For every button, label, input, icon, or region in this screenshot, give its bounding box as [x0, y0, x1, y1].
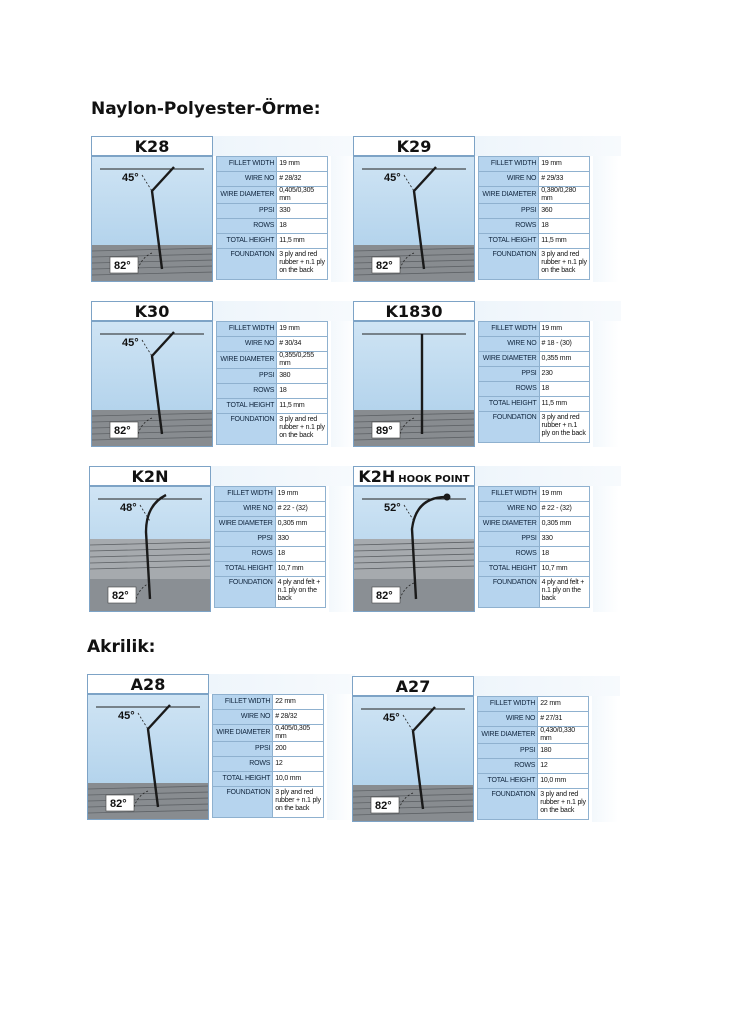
spec-value: 11,5 mm: [539, 234, 590, 249]
spec-label: WIRE NO: [215, 502, 276, 517]
header-fill: [475, 466, 621, 486]
spec-value: 18: [277, 384, 328, 399]
spec-label: WIRE NO: [217, 172, 277, 187]
spec-label: ROWS: [479, 382, 540, 397]
spec-label: PPSI: [479, 204, 539, 219]
spec-row-fillet-width: [217, 157, 328, 172]
spec-label: TOTAL HEIGHT: [479, 562, 540, 577]
spec-row-total-height: [479, 397, 590, 412]
spec-row-total-height: [479, 562, 590, 577]
spec-row-wire-no: [479, 172, 590, 187]
spec-label: ROWS: [217, 219, 277, 234]
product-card-k29: [353, 136, 621, 284]
spec-row-foundation: [215, 577, 326, 608]
spec-value: 18: [539, 547, 589, 562]
spec-row-wire-diameter: [213, 725, 324, 742]
spec-table: [478, 486, 590, 608]
spec-value: 380: [277, 369, 328, 384]
spec-value: 22 mm: [538, 697, 589, 712]
spec-label: FILLET WIDTH: [217, 157, 277, 172]
spec-side-fill: [329, 486, 355, 612]
spec-label: FOUNDATION: [479, 412, 540, 443]
spec-row-wire-no: [213, 710, 324, 725]
spec-row-wire-diameter: [217, 352, 328, 369]
spec-row-foundation: [478, 789, 589, 820]
spec-value: # 28/32: [277, 172, 328, 187]
spec-row-fillet-width: [217, 322, 328, 337]
diagram-panel: [352, 696, 474, 822]
product-code-header: [353, 301, 475, 321]
product-code: K28: [134, 137, 170, 156]
spec-value: 0,405/0,305 mm: [273, 725, 324, 742]
header-fill: [213, 136, 359, 156]
top-angle-label: 45°: [383, 712, 400, 724]
spec-label: ROWS: [479, 547, 540, 562]
spec-label: FOUNDATION: [217, 414, 277, 445]
spec-row-wire-diameter: [479, 352, 590, 367]
product-code: A27: [395, 677, 431, 696]
spec-value: 10,0 mm: [273, 772, 324, 787]
spec-row-rows: [479, 547, 590, 562]
spec-label: FOUNDATION: [479, 577, 540, 608]
spec-label: FILLET WIDTH: [217, 322, 277, 337]
spec-value: 19 mm: [277, 157, 328, 172]
base-angle-label: 82°: [112, 590, 129, 602]
spec-value: 3 ply and red rubber + n.1 ply on the back: [273, 787, 324, 818]
spec-value: 0,305 mm: [539, 517, 589, 532]
spec-label: ROWS: [213, 757, 273, 772]
spec-value: 200: [273, 742, 324, 757]
spec-row-fillet-width: [479, 157, 590, 172]
product-code: K2N: [131, 467, 169, 486]
spec-value: 4 ply and felt + n.1 ply on the back: [275, 577, 325, 608]
spec-value: 3 ply and red rubber + n.1 ply on the back: [539, 412, 589, 443]
spec-value: 11,5 mm: [277, 399, 328, 414]
spec-value: 19 mm: [539, 157, 590, 172]
spec-label: PPSI: [478, 744, 538, 759]
diagram-panel: [91, 156, 213, 282]
product-code-header: [87, 674, 209, 694]
base-angle-label: 89°: [376, 425, 393, 437]
spec-label: PPSI: [215, 532, 276, 547]
product-code-header: [353, 466, 475, 486]
spec-value: 4 ply and felt + n.1 ply on the back: [539, 577, 589, 608]
spec-label: TOTAL HEIGHT: [215, 562, 276, 577]
spec-label: ROWS: [479, 219, 539, 234]
spec-value: 12: [273, 757, 324, 772]
base-angle-label: 82°: [375, 800, 392, 812]
spec-label: ROWS: [217, 384, 277, 399]
spec-value: 180: [538, 744, 589, 759]
top-angle-label: 45°: [118, 710, 135, 722]
spec-label: FOUNDATION: [479, 249, 539, 280]
spec-value: 230: [539, 367, 589, 382]
spec-side-fill: [327, 694, 353, 820]
wire-profile-diagram: [92, 322, 213, 447]
spec-row-wire-diameter: [215, 517, 326, 532]
section-title-nylon: Naylon-Polyester-Örme:: [91, 99, 321, 119]
spec-row-total-height: [217, 234, 328, 249]
spec-value: # 29/33: [539, 172, 590, 187]
product-card-a27: [352, 676, 620, 824]
spec-label: TOTAL HEIGHT: [479, 397, 540, 412]
header-fill: [213, 301, 359, 321]
spec-row-rows: [479, 382, 590, 397]
top-angle-label: 45°: [122, 172, 139, 184]
spec-row-foundation: [479, 412, 590, 443]
spec-label: WIRE DIAMETER: [479, 352, 540, 367]
spec-row-rows: [213, 757, 324, 772]
spec-row-ppsi: [479, 204, 590, 219]
spec-value: 18: [539, 382, 589, 397]
spec-value: 3 ply and red rubber + n.1 ply on the back: [539, 249, 590, 280]
spec-label: WIRE DIAMETER: [479, 517, 540, 532]
spec-row-rows: [478, 759, 589, 774]
product-code: K30: [134, 302, 170, 321]
spec-value: # 22 - (32): [275, 502, 325, 517]
spec-value: 0,355 mm: [539, 352, 589, 367]
product-card-k28: [91, 136, 359, 284]
product-code: K1830: [385, 302, 443, 321]
wire-profile-diagram: [353, 697, 474, 822]
wire-profile-diagram: [90, 487, 211, 612]
spec-label: TOTAL HEIGHT: [479, 234, 539, 249]
spec-value: 19 mm: [277, 322, 328, 337]
spec-label: WIRE NO: [478, 712, 538, 727]
spec-value: 0,355/0,255 mm: [277, 352, 328, 369]
spec-label: WIRE DIAMETER: [217, 187, 277, 204]
top-angle-label: 52°: [384, 502, 401, 514]
spec-row-ppsi: [479, 532, 590, 547]
product-code: K29: [396, 137, 432, 156]
spec-row-wire-no: [217, 172, 328, 187]
spec-value: # 18 - (30): [539, 337, 589, 352]
spec-row-ppsi: [217, 369, 328, 384]
spec-row-wire-no: [479, 337, 590, 352]
spec-label: PPSI: [217, 204, 277, 219]
spec-row-rows: [217, 384, 328, 399]
spec-label: FOUNDATION: [213, 787, 273, 818]
spec-row-foundation: [217, 414, 328, 445]
top-angle-label: 45°: [384, 172, 401, 184]
header-fill: [475, 136, 621, 156]
spec-row-foundation: [479, 577, 590, 608]
spec-row-total-height: [479, 234, 590, 249]
spec-value: 330: [275, 532, 325, 547]
spec-value: 0,380/0,280 mm: [539, 187, 590, 204]
spec-row-fillet-width: [215, 487, 326, 502]
spec-row-foundation: [479, 249, 590, 280]
spec-label: FILLET WIDTH: [479, 157, 539, 172]
spec-label: FILLET WIDTH: [478, 697, 538, 712]
spec-row-fillet-width: [478, 697, 589, 712]
spec-value: 18: [539, 219, 590, 234]
spec-label: WIRE DIAMETER: [215, 517, 276, 532]
spec-side-fill: [592, 696, 618, 822]
product-card-k2n: [89, 466, 357, 614]
spec-label: WIRE NO: [479, 172, 539, 187]
spec-row-wire-diameter: [479, 517, 590, 532]
spec-value: 22 mm: [273, 695, 324, 710]
product-card-a28: [87, 674, 355, 822]
spec-value: # 27/31: [538, 712, 589, 727]
diagram-panel: [91, 321, 213, 447]
product-code-header: [353, 136, 475, 156]
spec-value: 10,7 mm: [275, 562, 325, 577]
base-angle-label: 82°: [110, 798, 127, 810]
diagram-panel: [353, 486, 475, 612]
spec-table: [216, 321, 328, 445]
spec-value: 18: [277, 219, 328, 234]
diagram-panel: [353, 156, 475, 282]
spec-label: WIRE DIAMETER: [217, 352, 277, 369]
hook-tip: [444, 494, 451, 501]
spec-table: [478, 321, 590, 443]
spec-row-ppsi: [478, 744, 589, 759]
product-code-header: [352, 676, 474, 696]
spec-label: FILLET WIDTH: [213, 695, 273, 710]
spec-label: TOTAL HEIGHT: [217, 234, 277, 249]
spec-value: 10,0 mm: [538, 774, 589, 789]
spec-value: 330: [539, 532, 589, 547]
product-code: A28: [130, 675, 166, 694]
spec-row-ppsi: [215, 532, 326, 547]
spec-label: ROWS: [478, 759, 538, 774]
spec-label: FOUNDATION: [217, 249, 277, 280]
base-angle-label: 82°: [376, 260, 393, 272]
base-angle-label: 82°: [114, 425, 131, 437]
diagram-panel: [353, 321, 475, 447]
top-angle-label: 45°: [122, 337, 139, 349]
spec-row-wire-diameter: [217, 187, 328, 204]
spec-label: WIRE DIAMETER: [213, 725, 273, 742]
product-subtitle: HOOK POINT: [398, 474, 470, 485]
spec-value: 18: [275, 547, 325, 562]
spec-row-wire-no: [478, 712, 589, 727]
spec-value: 19 mm: [275, 487, 325, 502]
base-angle-label: 82°: [114, 260, 131, 272]
spec-table: [212, 694, 324, 818]
spec-row-wire-no: [217, 337, 328, 352]
spec-value: 19 mm: [539, 487, 589, 502]
spec-row-fillet-width: [213, 695, 324, 710]
spec-row-fillet-width: [479, 487, 590, 502]
product-code-header: [89, 466, 211, 486]
spec-value: 3 ply and red rubber + n.1 ply on the back: [277, 249, 328, 280]
base-angle-label: 82°: [376, 590, 393, 602]
spec-value: 10,7 mm: [539, 562, 589, 577]
spec-label: PPSI: [479, 532, 540, 547]
spec-table: [216, 156, 328, 280]
spec-row-wire-diameter: [478, 727, 589, 744]
spec-row-ppsi: [213, 742, 324, 757]
spec-label: WIRE NO: [217, 337, 277, 352]
spec-row-fillet-width: [479, 322, 590, 337]
spec-label: FILLET WIDTH: [479, 487, 540, 502]
spec-row-total-height: [217, 399, 328, 414]
product-code: K2H: [358, 467, 396, 486]
spec-label: FOUNDATION: [215, 577, 276, 608]
spec-table: [477, 696, 589, 820]
spec-label: TOTAL HEIGHT: [217, 399, 277, 414]
spec-value: # 22 - (32): [539, 502, 589, 517]
spec-row-foundation: [217, 249, 328, 280]
spec-value: 330: [277, 204, 328, 219]
spec-value: # 30/34: [277, 337, 328, 352]
spec-label: WIRE NO: [479, 502, 540, 517]
spec-label: TOTAL HEIGHT: [213, 772, 273, 787]
spec-row-wire-no: [479, 502, 590, 517]
spec-label: TOTAL HEIGHT: [478, 774, 538, 789]
spec-row-rows: [479, 219, 590, 234]
spec-table: [214, 486, 326, 608]
spec-table: [478, 156, 590, 280]
spec-label: PPSI: [217, 369, 277, 384]
top-angle-label: 48°: [120, 502, 137, 514]
spec-side-fill: [593, 321, 619, 447]
header-fill: [474, 676, 620, 696]
product-card-k2h: [353, 466, 621, 614]
spec-row-total-height: [478, 774, 589, 789]
spec-value: 19 mm: [539, 322, 589, 337]
spec-value: 3 ply and red rubber + n.1 ply on the back: [538, 789, 589, 820]
spec-value: 0,305 mm: [275, 517, 325, 532]
spec-label: WIRE NO: [479, 337, 540, 352]
spec-value: 0,405/0,305 mm: [277, 187, 328, 204]
spec-value: 0,430/0,330 mm: [538, 727, 589, 744]
spec-row-rows: [215, 547, 326, 562]
spec-label: WIRE DIAMETER: [478, 727, 538, 744]
spec-row-total-height: [213, 772, 324, 787]
spec-value: # 28/32: [273, 710, 324, 725]
product-card-k1830: [353, 301, 621, 449]
product-code-header: [91, 136, 213, 156]
spec-row-ppsi: [479, 367, 590, 382]
spec-row-wire-diameter: [479, 187, 590, 204]
spec-value: 360: [539, 204, 590, 219]
spec-value: 11,5 mm: [539, 397, 589, 412]
header-fill: [475, 301, 621, 321]
spec-label: ROWS: [215, 547, 276, 562]
product-code-header: [91, 301, 213, 321]
spec-value: 11,5 mm: [277, 234, 328, 249]
spec-side-fill: [593, 156, 619, 282]
spec-label: WIRE NO: [213, 710, 273, 725]
spec-label: PPSI: [479, 367, 540, 382]
spec-row-foundation: [213, 787, 324, 818]
wire-profile-diagram: [88, 695, 209, 820]
wire-profile-diagram: [354, 157, 475, 282]
diagram-panel: [89, 486, 211, 612]
wire-profile-diagram: [92, 157, 213, 282]
spec-label: WIRE DIAMETER: [479, 187, 539, 204]
spec-label: FOUNDATION: [478, 789, 538, 820]
wire-profile-diagram: [354, 487, 475, 612]
diagram-panel: [87, 694, 209, 820]
product-card-k30: [91, 301, 359, 449]
spec-row-ppsi: [217, 204, 328, 219]
spec-label: FILLET WIDTH: [215, 487, 276, 502]
header-fill: [211, 466, 357, 486]
header-fill: [209, 674, 355, 694]
spec-row-total-height: [215, 562, 326, 577]
wire-profile-diagram: [354, 322, 475, 447]
spec-row-wire-no: [215, 502, 326, 517]
spec-label: PPSI: [213, 742, 273, 757]
spec-side-fill: [593, 486, 619, 612]
spec-value: 12: [538, 759, 589, 774]
spec-row-rows: [217, 219, 328, 234]
section-title-acrylic: Akrilik:: [87, 637, 156, 657]
spec-label: FILLET WIDTH: [479, 322, 540, 337]
spec-value: 3 ply and red rubber + n.1 ply on the back: [277, 414, 328, 445]
